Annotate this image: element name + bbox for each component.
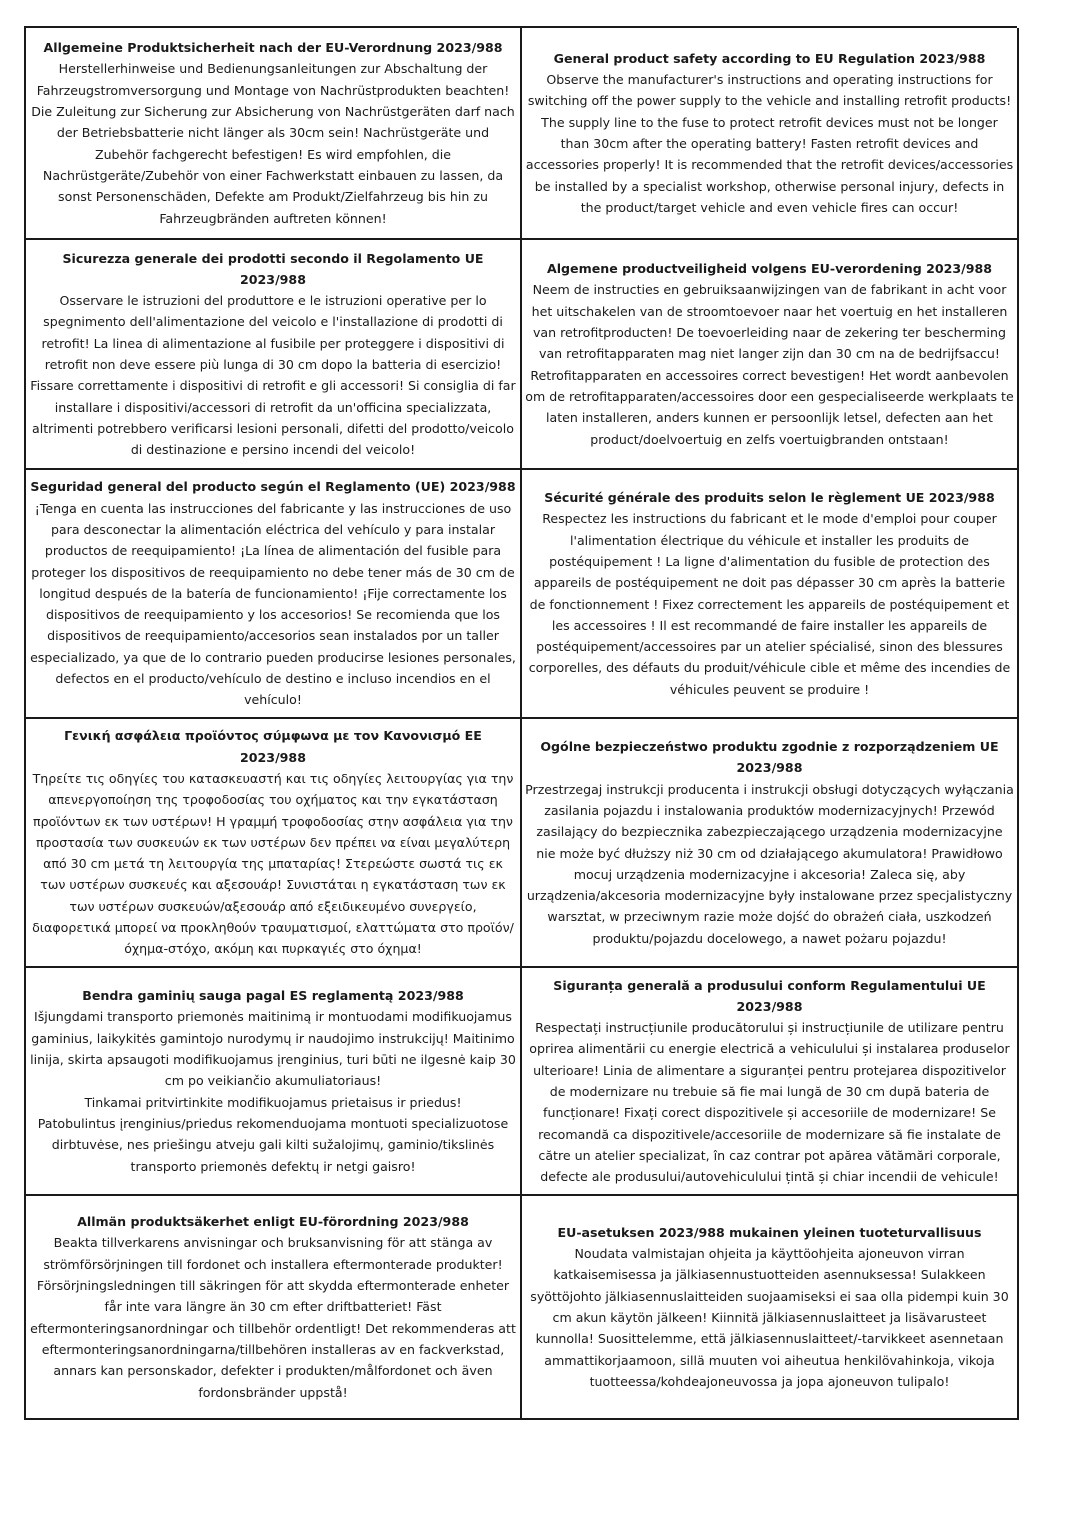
section-de: [26, 28, 522, 240]
safety-notice-table: [24, 26, 1017, 1420]
section-fr-body: Respectez les instructions du fabricant et le mode d'emploi pour couper l'alimentation électrique du véhicule et installer les produits de postéquipement ! La ligne d'alimentation du fusible de protection des appareils de postéquipement ne doit pas dépasser 30 cm après la batterie de fonctionnement ! Fixez correctement les appareils de postéquipement et les accessoires ! Il est recommandé de faire installer les appareils de postéquipement/accessoires par un atelier spécialisé, sinon des blessures corporelles, des défauts du produit/véhicule cible et même des incendies de véhicules peuvent se produire !: [528, 511, 1011, 697]
section-lt-body: Išjungdami transporto priemonės maitinimą ir montuodami modifikuojamus gaminius, laikykitės gamintojo nurodymų ir naudojimo instrukcijų! Maitinimo linija, skirta apsaugoti modifikuojamus įrenginius, turi būti ne ilgesnė kaip 30 cm po veikiančio akumuliatoriaus! Tinkamai pritvirtinkite modifikuojamus prietaisus ir priedus! Patobulintus įrenginius/priedus rekomenduojama montuoti specializuotose dirbtuvėse, nes priešingu atveju gali kilti sužalojimų, gaminio/tikslinės transporto priemonės defektų ir netgi gaisro!: [30, 1009, 516, 1174]
section-de-body: Herstellerhinweise und Bedienungsanleitungen zur Abschaltung der Fahrzeugstromversorgung und Montage von Nachrüstprodukten beachten! Die Zuleitung zur Sicherung zur Absicherung von Nachrüstgeräten darf nach der Betriebsbatterie nicht länger als 30cm sein! Nachrüstgeräte und Zubehör fachgerecht befestigen! Es wird empfohlen, die Nachrüstgeräte/Zubehör von einer Fachwerkstatt einbauen zu lassen, da sonst Personenschäden, Defekte am Produkt/Zielfahrzeug bis hin zu Fahrzeugbränden auftreten können!: [31, 61, 515, 226]
section-lt-title: Bendra gaminių sauga pagal ES reglamentą 2023/988: [82, 988, 464, 1004]
section-pl-body: Przestrzegaj instrukcji producenta i instrukcji obsługi dotyczących wyłączania zasilania pojazdu i instalowania produktów modernizacyjnych! Przewód zasilający do bezpiecznika zabezpieczającego urządzenia modernizacyjne nie może być dłuższy niż 30 cm od działającego akumulatora! Prawidłowo mocuj urządzenia modernizacyjne i akcesoria! Zaleca się, aby urządzenia/akcesoria modernizacyjne były instalowane przez specjalistyczny warsztat, w przeciwnym razie może dojść do obrażeń ciała, uszkodzeń produktu/pojazdu docelowego, a nawet pożaru pojazdu!: [525, 781, 1014, 946]
section-it: [26, 240, 522, 470]
section-fr-title: Sécurité générale des produits selon le règlement UE 2023/988: [544, 490, 995, 506]
section-nl-title: Algemene productveiligheid volgens EU-verordening 2023/988: [546, 261, 993, 277]
section-sv: [26, 1196, 522, 1420]
section-es-body: ¡Tenga en cuenta las instrucciones del fabricante y las instrucciones de uso para desconectar la alimentación eléctrica del vehículo y para instalar productos de reequipamiento! ¡La línea de alimentación del fusible para proteger los dispositivos de reequipamiento no debe tener más de 30 cm de longitud después de la batería de funcionamiento! ¡Fije correctamente los dispositivos de reequipamiento y los accesorios! Se recomienda que los dispositivos de reequipamiento/accesorios sean instalados por un taller especializado, ya que de lo contrario pueden producirse lesiones personales, defectos en el producto/vehículo de destino e incluso incendios en el vehículo!: [30, 500, 516, 708]
section-es: [26, 470, 522, 719]
section-en: [522, 28, 1019, 240]
section-fi: [522, 1196, 1019, 1420]
section-it-title: Sicurezza generale dei prodotti secondo il Regolamento UE 2023/988: [62, 250, 484, 287]
section-it-body: Osservare le istruzioni del produttore e le istruzioni operative per lo spegnimento dell'alimentazione del veicolo e l'installazione di prodotti di retrofit! La linea di alimentazione al fusibile per proteggere i dispositivi di retrofit non deve essere più lunga di 30 cm dopo la batteria di esercizio! Fissare correttamente i dispositivi di retrofit e gli accessori! Si consiglia di far installare i dispositivi/accessori di retrofit da un'officina specializzata, altrimenti potrebbero verificarsi lesioni personali, difetti del prodotto/veicolo di destinazione e persino incendi del veicolo!: [30, 293, 516, 458]
section-el-title: Γενική ασφάλεια προϊόντος σύμφωνα με τον Κανονισμό ΕΕ 2023/988: [64, 728, 482, 765]
section-el: [26, 719, 522, 968]
section-ro-body: Respectați instrucțiunile producătorului și instrucțiunile de utilizare pentru oprirea alimentării cu energie electrică a vehiculului și instalarea produselor ulterioare! Linia de alimentare a siguranței pentru protejarea dispozitivelor de modernizare nu trebuie să fie mai lungă de 30 cm după bateria de funcționare! Fixați corect dispozitivele și accesoriile de modernizare! Se recomandă ca dispozitivele/accesoriile de modernizare să fie instalate de către un atelier specializat, în caz contrar pot apărea vătămări corporale, defecte ale produsului/autovehiculului țintă și chiar incendii de vehicule!: [529, 1020, 1010, 1185]
section-de-title: Allgemeine Produktsicherheit nach der EU-Verordnung 2023/988: [43, 40, 503, 56]
section-es-title: Seguridad general del producto según el Reglamento (UE) 2023/988: [30, 479, 516, 495]
section-ro: [522, 968, 1019, 1196]
section-sv-body: Beakta tillverkarens anvisningar och bruksanvisning för att stänga av strömförsörjningen till fordonet och installera eftermonterade produkter! Försörjningsledningen till säkringen för att skydda eftermonterade enheter får inte vara längre än 30 cm efter driftbatteriet! Fäst eftermonteringsanordningar och tillbehör ordentligt! Det rekommenderas att eftermonteringsanordningarna/tillbehören installeras av en fackverkstad, annars kan personskador, defekter i produkten/målfordonet och även fordonsbränder uppstå!: [30, 1235, 516, 1400]
section-en-body: Observe the manufacturer's instructions and operating instructions for switching off the power supply to the vehicle and installing retrofit products! The supply line to the fuse to protect retrofit devices must not be longer than 30cm after the operating battery! Fasten retrofit devices and accessories properly! It is recommended that the retrofit devices/accessories be installed by a specialist workshop, otherwise personal injury, defects in the product/target vehicle and even vehicle fires can occur!: [525, 72, 1014, 215]
section-en-title: General product safety according to EU Regulation 2023/988: [553, 50, 986, 66]
section-ro-title: Siguranța generală a produsului conform Regulamentului UE 2023/988: [553, 977, 986, 1014]
section-fr: [522, 470, 1019, 719]
section-pl-title: Ogólne bezpieczeństwo produktu zgodnie z rozporządzeniem UE 2023/988: [540, 739, 999, 776]
section-el-body: Τηρείτε τις οδηγίες του κατασκευαστή και τις οδηγίες λειτουργίας για την απενεργοποίηση της τροφοδοσίας του οχήματος και την εγκατάσταση προϊόντων εκ των υστέρων! Η γραμμή τροφοδοσίας στην ασφάλεια για την προστασία των συσκευών εκ των υστέρων δεν πρέπει να είναι μεγαλύτερη από 30 cm μετά τη λειτουργία της μπαταρίας! Στερεώστε σωστά τις εκ των υστέρων συσκευές και αξεσουάρ! Συνιστάται η εγκατάσταση των εκ των υστέρων συσκευών/αξεσουάρ από εξειδικευμένο συνεργείο, διαφορετικά μπορεί να προκληθούν τραυματισμοί, ελαττώματα στο προϊόν/όχημα-στόχο, ακόμη και πυρκαγιές στο όχημα!: [32, 770, 514, 957]
section-fi-title: EU-asetuksen 2023/988 mukainen yleinen tuoteturvallisuus: [557, 1224, 982, 1240]
section-lt: [26, 968, 522, 1196]
section-nl: [522, 240, 1019, 470]
section-fi-body: Noudata valmistajan ohjeita ja käyttöohjeita ajoneuvon virran katkaisemisessa ja jälkiasennustuotteiden asennuksessa! Sulakkeen syöttöjohto jälkiasennuslaitteiden suojaamiseksi ei saa olla pidempi kuin 30 cm akun käytön jälkeen! Kiinnitä jälkiasennuslaitteet ja lisävarusteet kunnolla! Suosittelemme, että jälkiasennuslaitteet/-tarvikkeet asennetaan ammattikorjaamoon, sillä muuten voi aiheutua henkilövahinkoja, vikoja tuotteessa/kohdeajoneuvossa ja jopa ajoneuvon tulipalo!: [530, 1246, 1009, 1389]
section-sv-title: Allmän produktsäkerhet enligt EU-förordning 2023/988: [77, 1214, 469, 1230]
section-pl: [522, 719, 1019, 968]
section-nl-body: Neem de instructies en gebruiksaanwijzingen van de fabrikant in acht voor het uitschakelen van de stroomtoevoer naar het voertuig en het installeren van retrofitproducten! De toevoerleiding naar de zekering ter bescherming van retrofitapparaten mag niet langer zijn dan 30 cm na de bedrijfsaccu! Retrofitapparaten en accessoires correct bevestigen! Het wordt aanbevolen om de retrofitapparaten/accessoires door een gespecialiseerde werkplaats te laten installeren, anders kunnen er persoonlijk letsel, defecten aan het product/doelvoertuig en zelfs voertuigbranden ontstaan!: [525, 282, 1014, 447]
